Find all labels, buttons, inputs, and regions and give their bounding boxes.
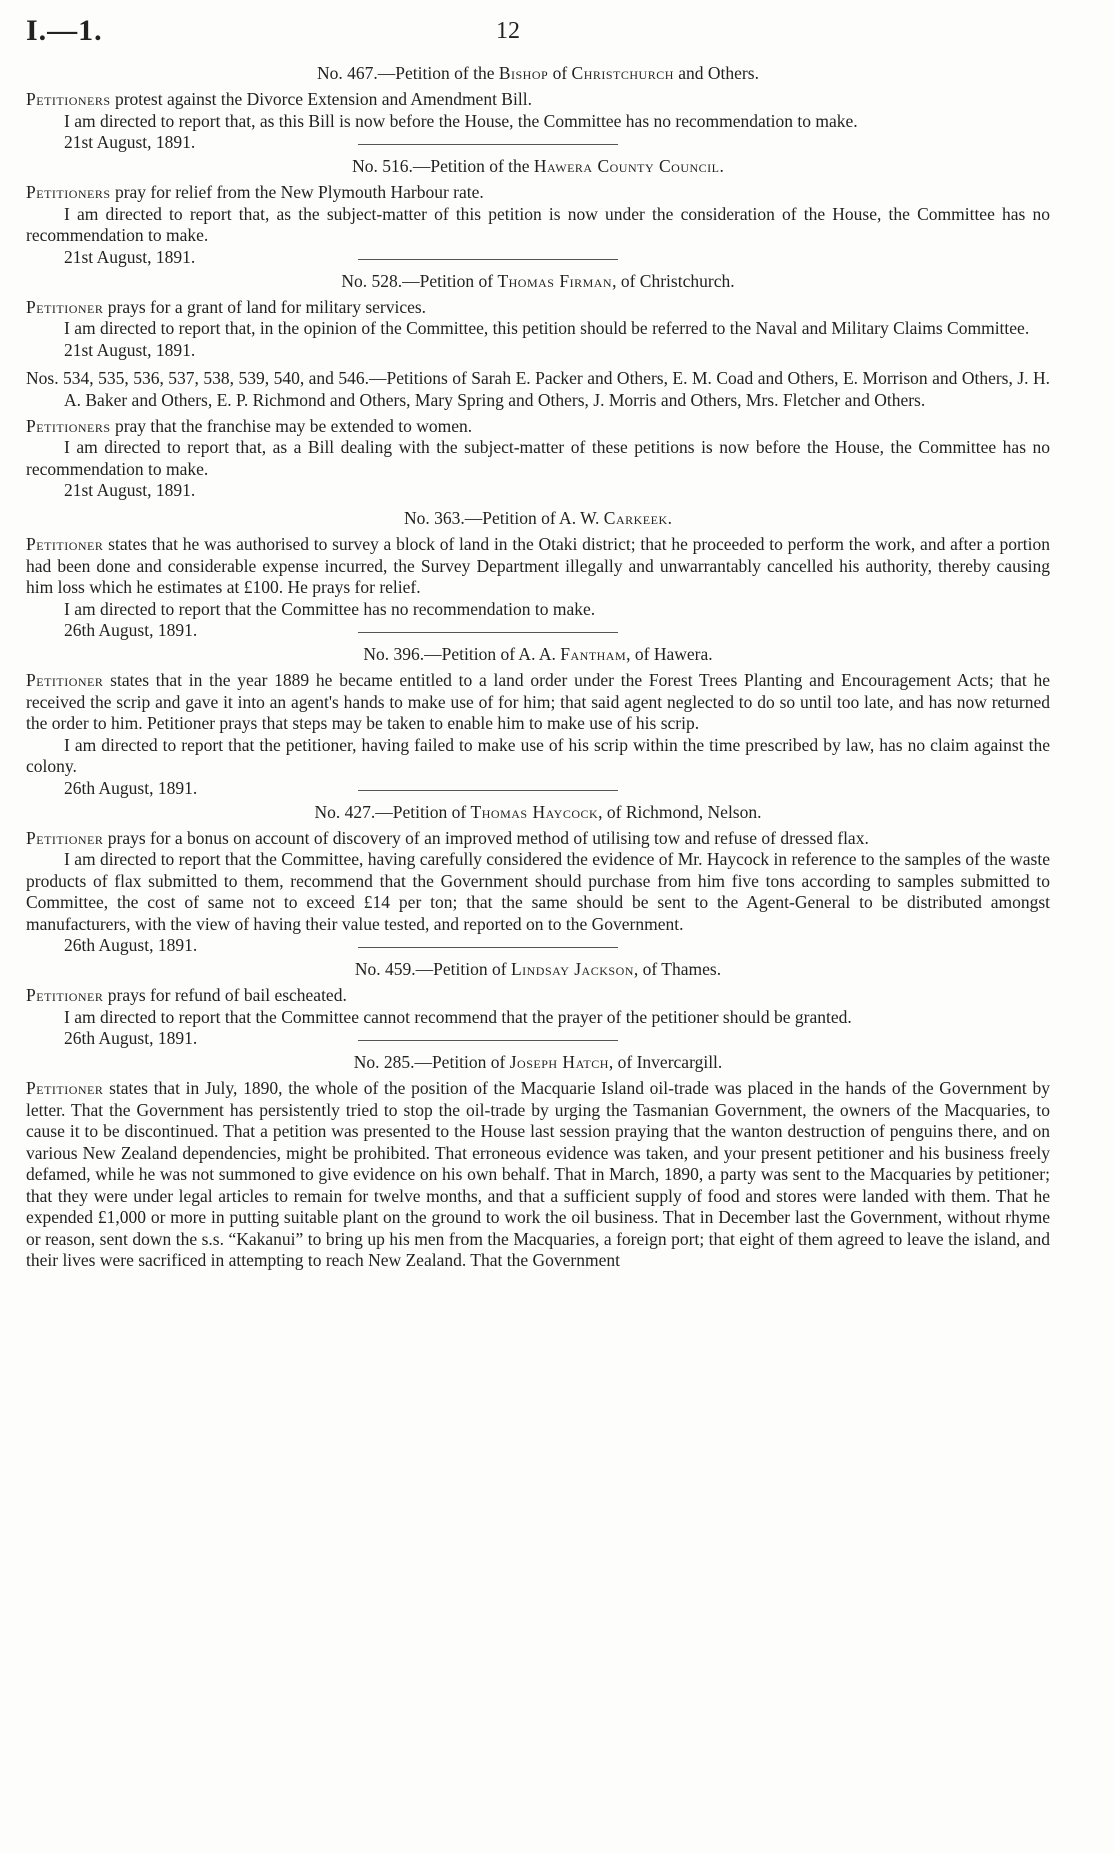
section-divider bbox=[358, 632, 618, 633]
petition-459 bbox=[26, 958, 1050, 1048]
petition-report: I am directed to report that, as this Bill is now before the House, the Committee has no recommendation to make. bbox=[64, 110, 858, 131]
petition-date: 21st August, 1891. bbox=[64, 132, 196, 152]
petition-heading: No. 285.—Petition of Joseph Hatch, of Invercargill. bbox=[353, 1052, 723, 1072]
petition-396 bbox=[26, 643, 1050, 798]
petition-date: 21st August, 1891. bbox=[64, 246, 196, 267]
running-header bbox=[26, 14, 1050, 60]
petition-heading: No. 363.—Petition of A. W. Carkeek. bbox=[403, 508, 673, 528]
petition-heading: No. 467.—Petition of the Bishop of Christchurch and Others. bbox=[317, 63, 759, 83]
page-number: 12 bbox=[496, 18, 520, 44]
document-reference: I.—1. bbox=[26, 14, 103, 47]
petition-heading: No. 396.—Petition of A. A. Fantham, of Hawera. bbox=[363, 644, 713, 664]
petition-subject: Petitioners pray that the franchise may be extended to women. bbox=[26, 415, 473, 436]
petition-heading: No. 459.—Petition of Lindsay Jackson, of Thames. bbox=[354, 959, 722, 979]
petition-subject: Petitioners pray for relief from the New Plymouth Harbour rate. bbox=[26, 182, 484, 202]
section-divider bbox=[358, 790, 618, 791]
petition-subject: Petitioner prays for a bonus on account of discovery of an improved method of utilising tow and refuse of dressed flax. bbox=[26, 827, 869, 848]
petition-528 bbox=[26, 270, 1050, 361]
petition-285 bbox=[26, 1051, 1050, 1272]
petition-report: I am directed to report that the Committee, having carefully considered the evidence of Mr. Haycock in reference to the samples of the waste products of flax submitted to them, recommend that the Government should purchase from him five tons according to samples submitted to Committee, the cost of same not to exceed £14 per ton; that the same should be sent to the Agent-General to be distributed amongst manufacturers, with the view of having their value tested, and reported on to the Government. bbox=[26, 849, 1050, 934]
petition-363 bbox=[26, 507, 1050, 640]
petition-heading: No. 516.—Petition of the Hawera County Council. bbox=[352, 156, 724, 176]
petition-heading: No. 427.—Petition of Thomas Haycock, of Richmond, Nelson. bbox=[314, 801, 762, 822]
section-divider bbox=[358, 1040, 618, 1041]
petition-report: I am directed to report that the Committee has no recommendation to make. bbox=[64, 598, 596, 619]
petition-heading: No. 528.—Petition of Thomas Firman, of Christchurch. bbox=[341, 270, 735, 291]
petition-subject: Petitioners protest against the Divorce Extension and Amendment Bill. bbox=[26, 89, 532, 109]
section-divider bbox=[358, 259, 618, 260]
petition-427 bbox=[26, 801, 1050, 955]
petition-date: 26th August, 1891. bbox=[64, 935, 198, 955]
petition-date: 21st August, 1891. bbox=[64, 339, 196, 360]
petition-date: 21st August, 1891. bbox=[64, 480, 196, 500]
petition-report: I am directed to report that, as the subject-matter of this petition is now under the consideration of the House, the Committee has no recommendation to make. bbox=[26, 203, 1050, 245]
petition-subject: Petitioner prays for refund of bail escheated. bbox=[26, 985, 347, 1005]
petition-date: 26th August, 1891. bbox=[64, 620, 198, 640]
petition-subject: Petitioner states that he was authorised to survey a block of land in the Otaki district; that he proceeded to perform the work, and after a portion had been done and considerable expense incurred, the Survey Department illegally and unwarrantably cancelled his authority, thereby causing him loss which he estimates at £100. He prays for relief. bbox=[26, 534, 1050, 597]
petition-534-546 bbox=[26, 367, 1050, 502]
petition-heading: Nos. 534, 535, 536, 537, 538, 539, 540, and 546.—Petitions of Sarah E. Packer and Others, E. M. Coad and Others, E. Morrison and Others, J. H. A. Baker and Others, E. P. Richmond and Others, Mary Spring and Others, J. Morris and Others, Mrs. Fletcher and Others. bbox=[26, 367, 1050, 410]
petition-date: 26th August, 1891. bbox=[64, 777, 198, 798]
petition-date: 26th August, 1891. bbox=[64, 1028, 198, 1048]
petition-report: I am directed to report that the petitioner, having failed to make use of his scrip within the time prescribed by law, has no claim against the colony. bbox=[26, 734, 1050, 776]
petition-subject: Petitioner prays for a grant of land for military services. bbox=[26, 296, 427, 317]
petition-516 bbox=[26, 155, 1050, 267]
petition-report: I am directed to report that, in the opinion of the Committee, this petition should be referred to the Naval and Military Claims Committee. bbox=[64, 318, 1030, 338]
section-divider bbox=[358, 144, 618, 145]
petition-report: I am directed to report that the Committee cannot recommend that the prayer of the petitioner should be granted. bbox=[64, 1006, 852, 1027]
petition-subject: Petitioner states that in the year 1889 he became entitled to a land order under the Forest Trees Planting and Encouragement Acts; that he received the scrip and gave it into an agent's hands to make use of for him; that said agent neglected to do so until too late, and has now returned the order to him. Petitioner prays that steps may be taken to enable him to make use of his scrip. bbox=[26, 670, 1050, 733]
petition-subject: Petitioner states that in July, 1890, the whole of the position of the Macquarie Island oil-trade was placed in the hands of the Government by letter. That the Government has persistently tried to stop the oil-trade by urging the Tasmanian Government, the owners of the Macquaries, to cause it to be discontinued. That a petition was presented to the House last session praying that the wanton destruction of penguins there, and on various New Zealand dependencies, might be prohibited. That erroneous evidence was taken, and your present petitioner and his business freely defamed, while he was not summoned to give evidence on his own behalf. That in March, 1890, a party was sent to the Macquaries by petitioner; that they were under legal articles to remain for twelve months, and that a sufficient supply of food and stores were landed with them. That he expended £1,000 or more in putting suitable plant on the ground to work the oil business. That in December last the Government, without rhyme or reason, sent down the s.s. “Kakanui” to bring up his men from the Macquaries, a foreign port; that eight of them agreed to leave the island, and their lives were sacrificed in attempting to reach New Zealand. That the Government bbox=[26, 1078, 1050, 1270]
section-divider bbox=[358, 947, 618, 948]
petition-467 bbox=[26, 62, 1050, 152]
petition-report: I am directed to report that, as a Bill dealing with the subject-matter of these petitions is now before the House, the Committee has no recommendation to make. bbox=[26, 437, 1050, 479]
